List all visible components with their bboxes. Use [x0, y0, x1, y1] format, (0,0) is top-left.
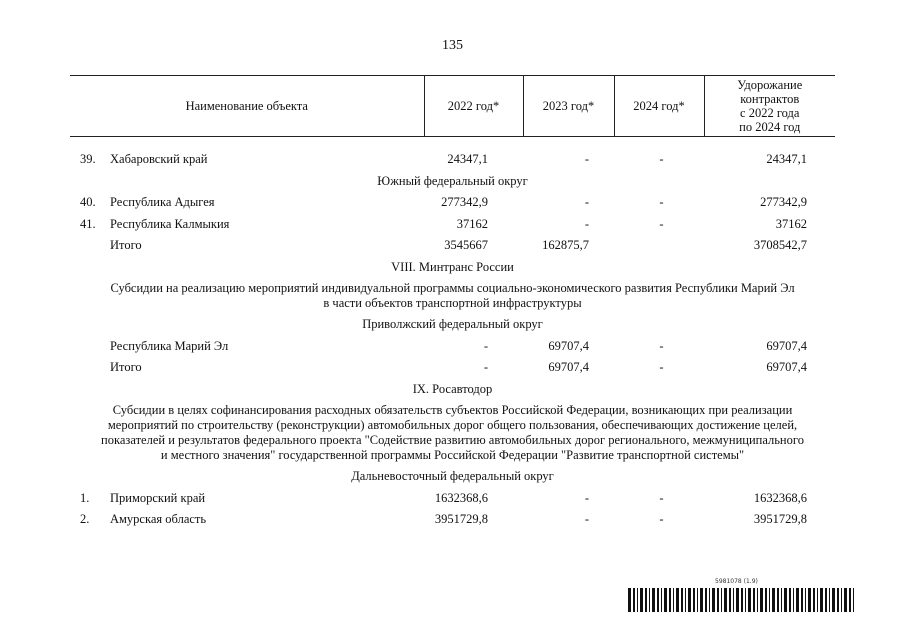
object-name: Амурская область [110, 512, 207, 527]
value-2023: - [584, 512, 590, 527]
barcode-bar [649, 588, 650, 612]
value-2022: 277342,9 [441, 195, 489, 210]
header-growth [704, 76, 835, 137]
barcode-bar [777, 588, 779, 612]
table-row [70, 149, 835, 171]
value-2022: 3545667 [444, 238, 489, 253]
barcode-bar [664, 588, 667, 612]
barcode-bar [736, 588, 739, 612]
object-name: Итого [110, 238, 142, 253]
barcode-label: 5981078 (1.9) [715, 578, 758, 585]
row-number [70, 235, 102, 257]
barcode-bar [717, 588, 719, 612]
table-header [70, 76, 835, 137]
barcode-bar [837, 588, 839, 612]
description-row [70, 400, 835, 466]
barcode-bar [825, 588, 827, 612]
value-2024: - [659, 195, 664, 210]
barcode-bar [724, 588, 727, 612]
barcode-bar [733, 588, 734, 612]
section-title: Дальневосточный федеральный округ [351, 469, 554, 484]
barcode-bar [633, 588, 635, 612]
barcode-bar [789, 588, 791, 612]
barcode-bar [753, 588, 755, 612]
barcode-bar [721, 588, 722, 612]
barcode-bar [796, 588, 799, 612]
section-row [70, 379, 835, 401]
barcode-bar [793, 588, 794, 612]
barcode-bar [688, 588, 691, 612]
barcode-bar [645, 588, 647, 612]
barcode-bar [841, 588, 842, 612]
row-number: 39. [80, 152, 96, 167]
description-line: и местного значения" государственной программы Российской Федерации "Развитие транспортной системы" [160, 448, 745, 462]
barcode-bar [765, 588, 767, 612]
value-2023: - [584, 216, 590, 231]
barcode-bar [697, 588, 698, 612]
barcode-bar [673, 588, 674, 612]
row-number: 2. [80, 512, 90, 527]
barcode-bar [784, 588, 787, 612]
barcode-bar [741, 588, 743, 612]
section-title: VIII. Минтранс России [391, 259, 514, 274]
row-number [70, 336, 102, 358]
barcode-bar [709, 588, 710, 612]
value-2024 [614, 235, 704, 257]
barcode-bar [769, 588, 770, 612]
page-number: 135 [442, 38, 463, 53]
value-2023: 69707,4 [548, 360, 590, 375]
object-name: Республика Калмыкия [110, 216, 230, 231]
table-row [70, 336, 835, 358]
description-text [70, 400, 835, 466]
barcode-bar [820, 588, 823, 612]
value-growth: 3951729,8 [753, 512, 808, 527]
table-row [70, 488, 835, 510]
value-growth: 69707,4 [766, 360, 808, 375]
table-row [70, 357, 835, 379]
section-title: IX. Росавтодор [412, 381, 493, 396]
barcode-bar [817, 588, 818, 612]
barcode-bar [844, 588, 847, 612]
header-2022: 2022 год* [424, 76, 523, 137]
value-growth: 277342,9 [760, 195, 808, 210]
value-2022: 37162 [456, 216, 489, 231]
section-row [70, 257, 835, 279]
description-line: в части объектов транспортной инфраструктуры [323, 296, 582, 310]
value-growth: 37162 [775, 216, 808, 231]
barcode-bar [685, 588, 686, 612]
value-growth: 3708542,7 [753, 238, 808, 253]
section-title: Приволжский федеральный округ [362, 317, 543, 332]
value-2024: - [659, 338, 664, 353]
object-name: Итого [110, 360, 142, 375]
object-name: Приморский край [110, 490, 206, 505]
budget-table-container [70, 75, 835, 531]
barcode-bar [805, 588, 806, 612]
value-growth: 24347,1 [766, 152, 808, 167]
header-growth-line: Удорожание [737, 78, 803, 92]
barcode-bar [729, 588, 731, 612]
barcode-bar [745, 588, 746, 612]
barcode-bar [693, 588, 695, 612]
barcode-bar [657, 588, 659, 612]
value-2024: - [659, 512, 664, 527]
barcode-bar [801, 588, 803, 612]
barcode-bar [808, 588, 811, 612]
spacer-row [70, 137, 835, 150]
value-2023: - [584, 195, 590, 210]
barcode-bar [832, 588, 835, 612]
table-row [70, 192, 835, 214]
header-growth-line: по 2024 год [739, 120, 801, 134]
object-name: Республика Марий Эл [110, 338, 229, 353]
value-2023: 162875,7 [542, 238, 590, 253]
value-2022: 3951729,8 [434, 512, 489, 527]
barcode-bar [781, 588, 782, 612]
barcode-bar [681, 588, 683, 612]
header-growth-line: с 2022 года [740, 106, 800, 120]
description-line: показателей и результатов федерального проекта "Содействие развитию автомобильных дорог регионального, межмуниципального [101, 433, 804, 447]
barcode-bar [748, 588, 751, 612]
barcode-bar [640, 588, 643, 612]
barcode-bar [712, 588, 715, 612]
object-name: Республика Адыгея [110, 195, 215, 210]
description-line: мероприятий по строительству (реконструкции) автомобильных дорог общего пользования, обеспечивающих достижение целей, [107, 418, 798, 432]
header-object-name: Наименование объекта [70, 76, 424, 137]
barcode-bar [829, 588, 830, 612]
value-2022: 24347,1 [447, 152, 489, 167]
description-text [70, 278, 835, 314]
description-line: Субсидии на реализацию мероприятий индивидуальной программы социально-экономического развития Республики Марий Эл [110, 281, 795, 295]
section-title: Южный федеральный округ [377, 173, 528, 188]
header-2023: 2023 год* [523, 76, 614, 137]
barcode-bar [853, 588, 854, 612]
value-2022: - [483, 338, 489, 353]
value-2024: - [659, 152, 664, 167]
row-number: 40. [80, 195, 96, 210]
table-row [70, 214, 835, 236]
value-2024: - [659, 360, 664, 375]
budget-table [70, 75, 835, 531]
table-row [70, 509, 835, 531]
barcode-bar [760, 588, 763, 612]
barcode-bar [772, 588, 775, 612]
value-2023: - [584, 490, 590, 505]
barcode-bar [757, 588, 758, 612]
value-2023: - [584, 152, 590, 167]
barcode-bar [637, 588, 638, 612]
value-growth: 69707,4 [766, 338, 808, 353]
section-row [70, 314, 835, 336]
value-2024: - [659, 490, 664, 505]
barcode-bar [676, 588, 679, 612]
table-body [70, 137, 835, 531]
value-2022: - [483, 360, 489, 375]
barcode-bar [849, 588, 851, 612]
section-row [70, 466, 835, 488]
description-line: Субсидии в целях софинансирования расходных обязательств субъектов Российской Федерации, возникающих при реализации [112, 403, 793, 417]
barcode-bar [661, 588, 662, 612]
value-growth: 1632368,6 [753, 490, 808, 505]
value-2024: - [659, 216, 664, 231]
row-number: 41. [80, 216, 96, 231]
object-name: Хабаровский край [110, 152, 208, 167]
barcode-bar [813, 588, 815, 612]
barcode-bar [652, 588, 655, 612]
barcode-image [628, 588, 854, 612]
section-row [70, 171, 835, 193]
row-number [70, 357, 102, 379]
barcode-bar [669, 588, 671, 612]
barcode-bar [628, 588, 631, 612]
description-row [70, 278, 835, 314]
barcode-bar [705, 588, 707, 612]
table-row [70, 235, 835, 257]
header-2024: 2024 год* [614, 76, 704, 137]
value-2022: 1632368,6 [434, 490, 489, 505]
row-number: 1. [80, 490, 90, 505]
barcode-bar [700, 588, 703, 612]
header-growth-line: контрактов [740, 92, 800, 106]
value-2023: 69707,4 [548, 338, 590, 353]
